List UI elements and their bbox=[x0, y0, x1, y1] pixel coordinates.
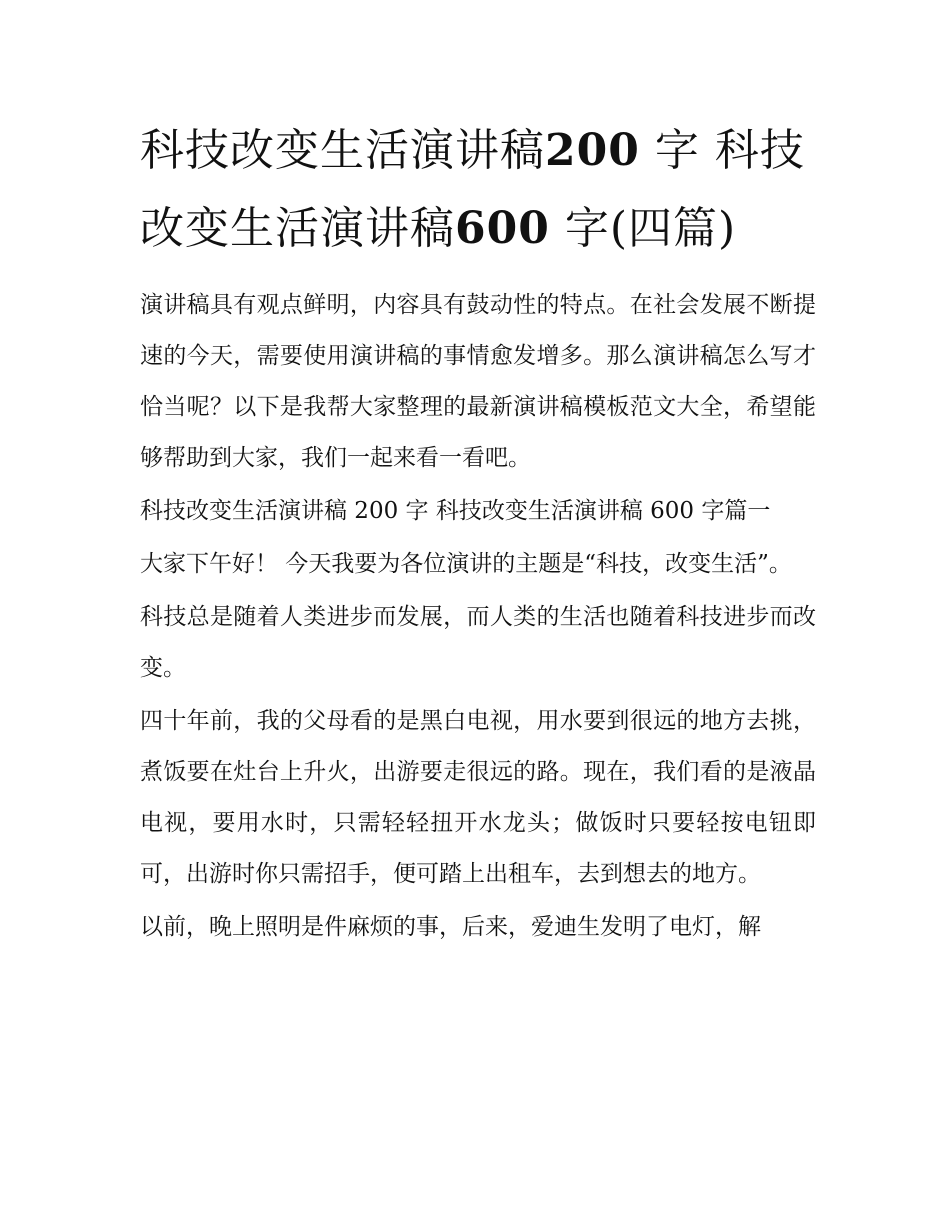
title-part: 字 科技改变生活演讲稿 bbox=[140, 125, 805, 254]
title-part-number: 600 bbox=[455, 203, 550, 254]
title-part: 科技改变生活演讲稿 bbox=[140, 125, 545, 176]
intro-paragraph: 演讲稿具有观点鲜明，内容具有鼓动性的特点。在社会发展不断提速的今天，需要使用演讲稿的事情愈发增多。那么演讲稿怎么写才恰当呢？以下是我帮大家整理的最新演讲稿模板范文大全，希望能够帮助到大家，我们一起来看一看吧。 bbox=[140, 292, 816, 471]
body-paragraph: 大家下午好！ 今天我要为各位演讲的主题是“科技，改变生活”。 bbox=[140, 551, 792, 577]
document-title bbox=[140, 112, 816, 268]
title-part-number: 200 bbox=[545, 125, 640, 176]
section-heading: 科技改变生活演讲稿 200 字 科技改变生活演讲稿 600 字篇一 bbox=[140, 498, 771, 524]
document-page bbox=[140, 112, 816, 955]
body-paragraph: 以前，晚上照明是件麻烦的事，后来，爱迪生发明了电灯，解 bbox=[140, 914, 761, 940]
body-paragraph: 四十年前，我的父母看的是黑白电视，用水要到很远的地方去挑，煮饭要在灶台上升火，出游要走很远的路。现在，我们看的是液晶电视，要用水时，只需轻轻扭开水龙头；做饭时只要轻按电钮即可，出游时你只需招手，便可踏上出租车，去到想去的地方。 bbox=[140, 708, 816, 887]
body-paragraph: 科技总是随着人类进步而发展，而人类的生活也随着科技进步而改变。 bbox=[140, 604, 816, 681]
title-part: 字(四篇) bbox=[549, 203, 737, 254]
